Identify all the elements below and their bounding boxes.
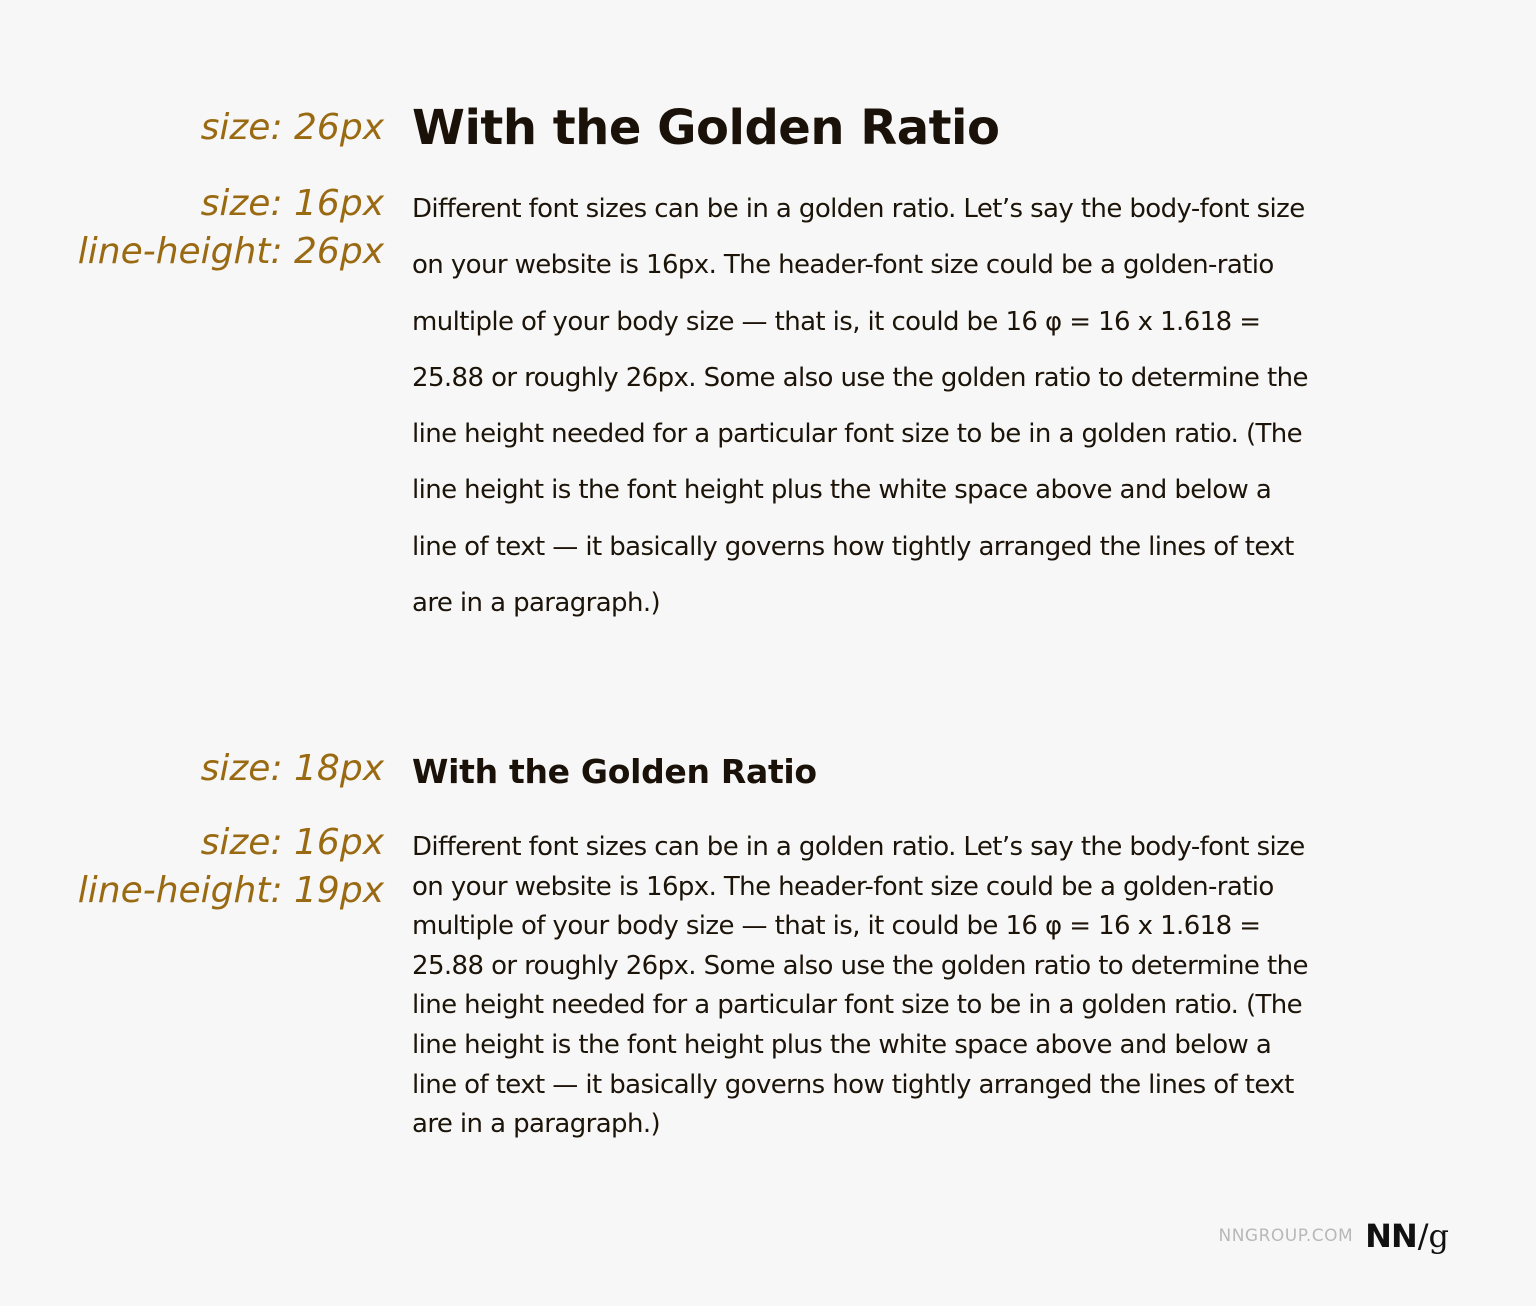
nng-logo[interactable] bbox=[1365, 1217, 1448, 1255]
paragraph-line: line height is the font height plus the white space above and below a bbox=[412, 475, 1272, 506]
body-line-height-label: line-height: 19px bbox=[77, 870, 384, 911]
body-size-annotation bbox=[78, 819, 384, 915]
body-line-height-label: line-height: 26px bbox=[77, 231, 384, 272]
site-url[interactable]: NNGROUP.COM bbox=[1218, 1226, 1354, 1246]
paragraph-line: Different font sizes can be in a golden ratio. Let’s say the body-font size bbox=[412, 832, 1305, 862]
paragraph-line: on your website is 16px. The header-font size could be a golden-ratio bbox=[412, 871, 1274, 902]
section-heading: With the Golden Ratio bbox=[412, 100, 1000, 156]
paragraph-line: line of text — it basically governs how tightly arranged the lines of text bbox=[412, 531, 1294, 562]
body-font-size-label: size: 16px bbox=[200, 822, 384, 863]
body-size-annotation bbox=[78, 180, 384, 276]
heading-size-annotation: size: 18px bbox=[200, 748, 384, 789]
heading-size-annotation: size: 26px bbox=[200, 107, 384, 148]
logo-g-text: g bbox=[1428, 1217, 1448, 1255]
paragraph-line: line height is the font height plus the white space above and below a bbox=[412, 1029, 1272, 1060]
paragraph-line: multiple of your body size — that is, it could be 16 φ = 16 x 1.618 = bbox=[412, 911, 1261, 942]
body-paragraph bbox=[412, 181, 1448, 631]
paragraph-line: 25.88 or roughly 26px. Some also use the golden ratio to determine the bbox=[412, 362, 1308, 393]
paragraph-line: multiple of your body size — that is, it could be 16 φ = 16 x 1.618 = bbox=[412, 306, 1261, 337]
section-heading: With the Golden Ratio bbox=[412, 752, 817, 791]
paragraph-line: 25.88 or roughly 26px. Some also use the golden ratio to determine the bbox=[412, 950, 1308, 981]
paragraph-line: line height needed for a particular font size to be in a golden ratio. (The bbox=[412, 990, 1303, 1021]
paragraph-line: line height needed for a particular font size to be in a golden ratio. (The bbox=[412, 419, 1303, 450]
paragraph-line: line of text — it basically governs how tightly arranged the lines of text bbox=[412, 1069, 1294, 1100]
footer-branding bbox=[1219, 1214, 1449, 1258]
logo-nn-text: NN bbox=[1365, 1217, 1417, 1255]
logo-slash-text: / bbox=[1417, 1217, 1428, 1255]
body-paragraph bbox=[412, 828, 1448, 1145]
paragraph-line: are in a paragraph.) bbox=[412, 588, 661, 619]
paragraph-line: Different font sizes can be in a golden ratio. Let’s say the body-font size bbox=[412, 194, 1305, 224]
paragraph-line: on your website is 16px. The header-font size could be a golden-ratio bbox=[412, 250, 1274, 281]
paragraph-line: are in a paragraph.) bbox=[412, 1109, 661, 1140]
body-font-size-label: size: 16px bbox=[200, 183, 384, 224]
